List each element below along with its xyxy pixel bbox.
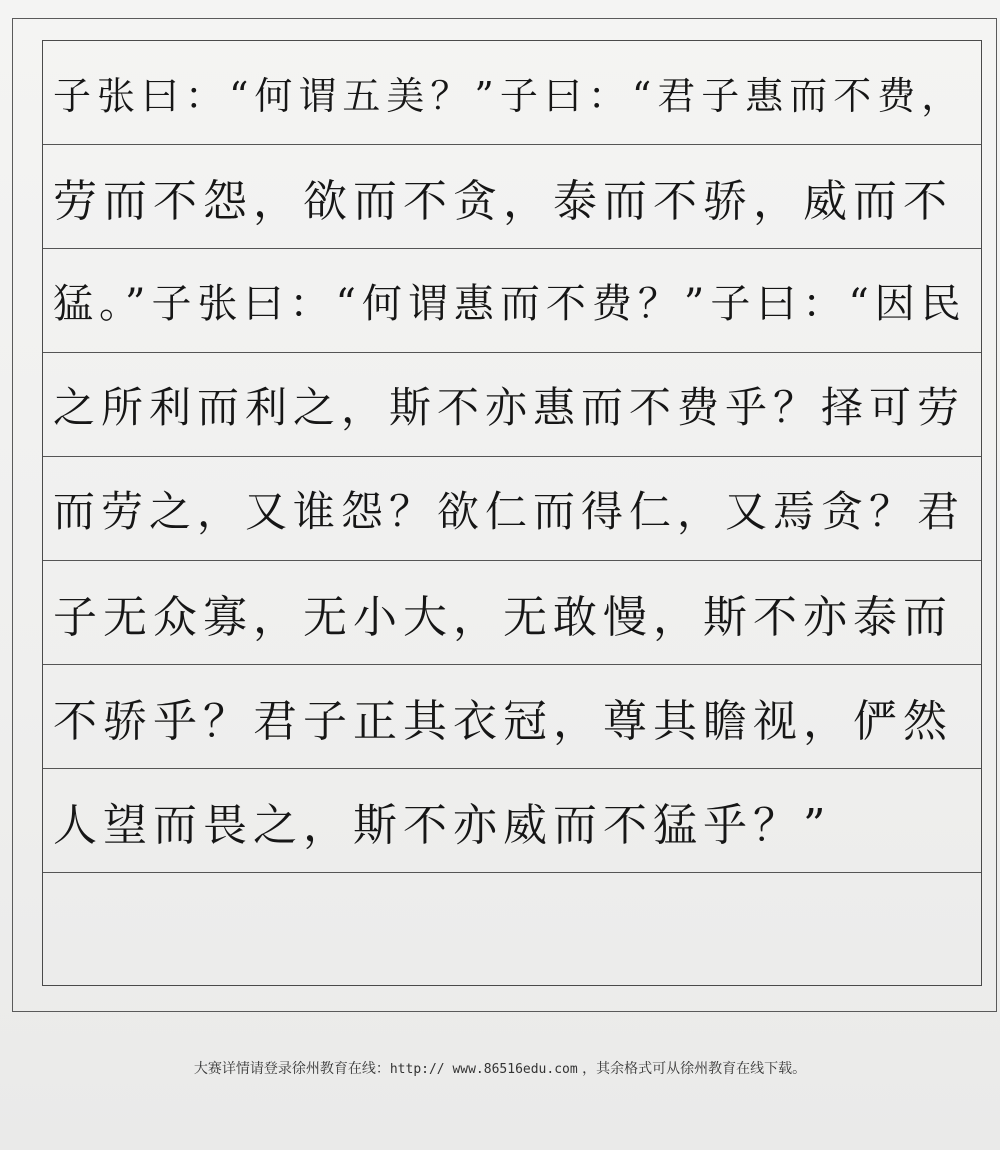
writing-line-4 (43, 353, 981, 457)
writing-grid (42, 40, 982, 986)
writing-line-2 (43, 145, 981, 249)
handwritten-text: 之所利而利之，斯不亦惠而不费乎？择可劳 (53, 382, 966, 432)
writing-line-6 (43, 561, 981, 665)
handwritten-text: 猛。”子张曰：“何谓惠而不费？”子曰：“因民 (53, 281, 967, 327)
writing-line-3 (43, 249, 981, 353)
handwritten-text: 不骄乎？君子正其衣冠，尊其瞻视，俨然 (53, 695, 953, 747)
handwritten-text: 子无众寡，无小大，无敢慢，斯不亦泰而 (53, 591, 953, 643)
writing-line-8 (43, 769, 981, 873)
handwritten-text: 人望而畏之，斯不亦威而不猛乎？” (53, 799, 832, 851)
writing-line-1 (43, 41, 981, 145)
footer-prefix: 大赛详情请登录徐州教育在线： (193, 1061, 390, 1077)
footer-url: http:// www.86516edu.com (389, 1062, 578, 1077)
handwritten-text: 而劳之，又谁怨？欲仁而得仁，又焉贪？君 (53, 486, 966, 536)
handwritten-text: 劳而不怨，欲而不贪，泰而不骄，威而不 (53, 175, 953, 227)
footer-note (0, 1058, 1000, 1078)
footer-suffix: ，其余格式可从徐州教育在线下载。 (577, 1061, 807, 1077)
handwritten-text: 子张曰：“何谓五美？”子曰：“君子惠而不费， (53, 74, 966, 118)
writing-line-7 (43, 665, 981, 769)
writing-line-5 (43, 457, 981, 561)
writing-line-9-empty (43, 873, 981, 983)
